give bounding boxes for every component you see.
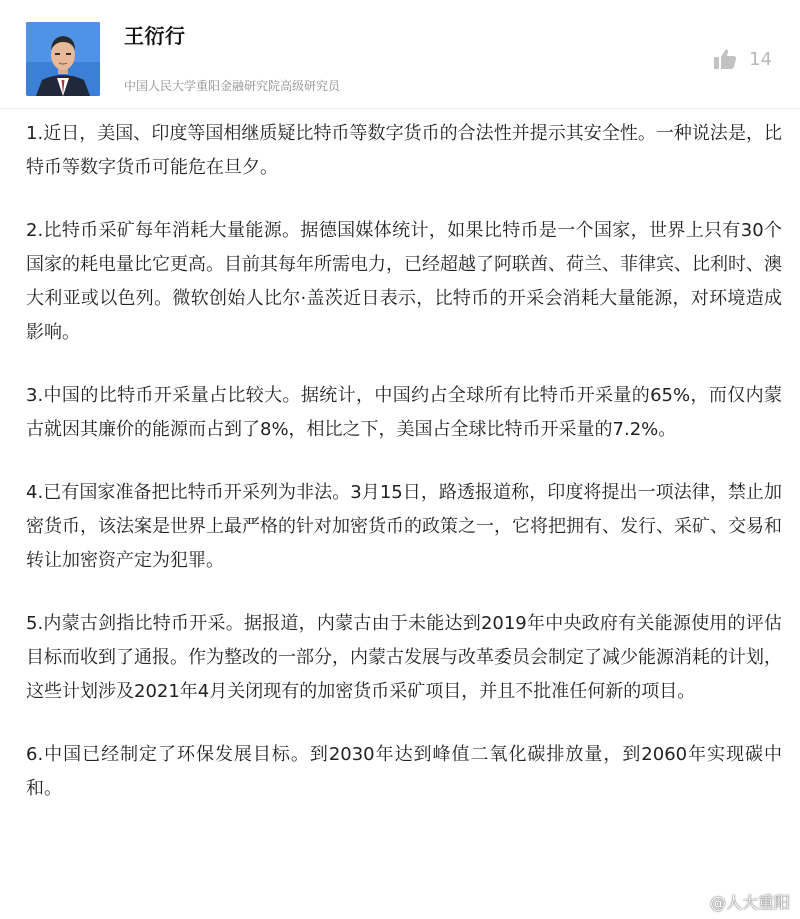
like-button[interactable] — [713, 48, 772, 70]
thumbs-up-icon — [713, 48, 737, 70]
author-header — [0, 0, 800, 110]
article-paragraph-3: 3.中国的比特币开采量占比较大。据统计，中国约占全球所有比特币开采量的65%，而仅内蒙古就因其廉价的能源而占到了8%，相比之下，美国占全球比特币开采量的7.2%。 — [26, 385, 782, 440]
article-paragraph-1: 1.近日，美国、印度等国相继质疑比特币等数字货币的合法性并提示其安全性。一种说法是，比特币等数字货币可能危在旦夕。 — [26, 123, 782, 178]
article-paragraph-6: 6.中国已经制定了环保发展目标。到2030年达到峰值二氧化碳排放量，到2060年实现碳中和。 — [26, 744, 782, 799]
header-divider — [0, 108, 800, 109]
author-title: 中国人民大学重阳金融研究院高级研究员 — [124, 79, 341, 93]
article-body — [26, 117, 782, 835]
like-count: 14 — [749, 48, 772, 70]
article-paragraph-2: 2.比特币采矿每年消耗大量能源。据德国媒体统计，如果比特币是一个国家，世界上只有30个国家的耗电量比它更高。目前其每年所需电力，已经超越了阿联酋、荷兰、菲律宾、比利时、澳大利亚或以色列。微软创始人比尔·盖茨近日表示，比特币的开采会消耗大量能源，对环境造成影响。 — [26, 220, 782, 343]
article-paragraph-5: 5.内蒙古剑指比特币开采。据报道，内蒙古由于未能达到2019年中央政府有关能源使用的评估目标而收到了通报。作为整改的一部分，内蒙古发展与改革委员会制定了减少能源消耗的计划，这些计划涉及2021年4月关闭现有的加密货币采矿项目，并且不批准任何新的项目。 — [26, 613, 782, 702]
article-paragraph-4: 4.已有国家准备把比特币开采列为非法。3月15日，路透报道称，印度将提出一项法律，禁止加密货币，该法案是世界上最严格的针对加密货币的政策之一，它将把拥有、发行、采矿、交易和转让加密资产定为犯罪。 — [26, 482, 782, 571]
author-name[interactable]: 王衍行 — [124, 24, 186, 48]
avatar[interactable] — [26, 22, 100, 96]
avatar-portrait-icon — [26, 22, 100, 96]
watermark-text: @人大重阳 — [709, 892, 790, 912]
watermark — [678, 889, 790, 913]
weibo-icon — [678, 889, 704, 913]
